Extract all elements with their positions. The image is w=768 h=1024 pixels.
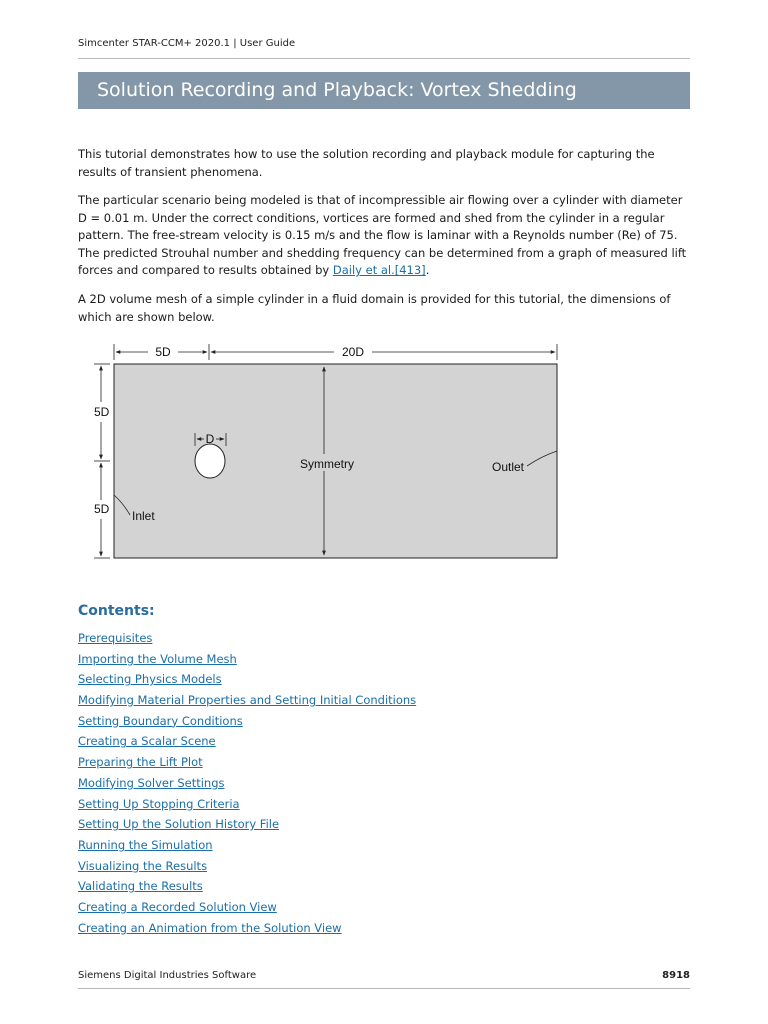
contents-list xyxy=(78,628,416,938)
toc-link-running-simulation[interactable]: Running the Simulation xyxy=(78,837,213,852)
toc-link-recorded-solution-view[interactable]: Creating a Recorded Solution View xyxy=(78,899,277,914)
cylinder xyxy=(195,444,225,478)
label-inlet: Inlet xyxy=(132,509,155,523)
header-rule xyxy=(78,58,690,59)
toc-link-validating-results[interactable]: Validating the Results xyxy=(78,879,203,894)
contents-heading: Contents: xyxy=(78,603,155,619)
footer-rule xyxy=(78,988,690,989)
toc-link-stopping-criteria[interactable]: Setting Up Stopping Criteria xyxy=(78,796,240,811)
list-item xyxy=(78,711,416,732)
list-item xyxy=(78,856,416,877)
toc-link-material-properties[interactable]: Modifying Material Properties and Setting Initial Conditions xyxy=(78,693,417,708)
domain-diagram xyxy=(90,338,570,568)
list-item xyxy=(78,814,416,835)
toc-link-scalar-scene[interactable]: Creating a Scalar Scene xyxy=(78,734,216,749)
toc-link-solver-settings[interactable]: Modifying Solver Settings xyxy=(78,775,225,790)
label-diameter: D xyxy=(205,432,215,446)
intro-paragraph-1 xyxy=(78,146,690,181)
label-downstream: 20D xyxy=(341,345,365,359)
intro-text-1: This tutorial demonstrates how to use the solution recording and playback module for capturing the results of transient phenomena. xyxy=(78,147,655,179)
footer-company: Siemens Digital Industries Software xyxy=(78,970,257,981)
intro-text-2: The particular scenario being modeled is that of incompressible air flowing over a cylinder with diameter D = 0.01 m. Under the correct conditions, vortices are formed and shed from the cylinder in a regular pattern. The free-stream velocity is 0.15 m/s and the flow is laminar with a Reynolds number (Re) of 75. The predicted Strouhal number and shedding frequency can be determined from a graph of measured lift forces and compared to results obtained by xyxy=(78,193,687,278)
toc-link-boundary-conditions[interactable]: Setting Boundary Conditions xyxy=(78,713,243,728)
list-item xyxy=(78,918,416,939)
toc-link-solution-history-file[interactable]: Setting Up the Solution History File xyxy=(78,817,280,832)
intro-paragraph-3 xyxy=(78,291,690,326)
citation-link[interactable]: Daily et al.[413] xyxy=(332,263,426,278)
intro-paragraph-2 xyxy=(78,192,690,280)
running-header: Simcenter STAR-CCM+ 2020.1 | User Guide xyxy=(78,38,296,49)
toc-link-selecting-physics-models[interactable]: Selecting Physics Models xyxy=(78,672,222,687)
label-lower: 5D xyxy=(94,502,110,516)
list-item xyxy=(78,773,416,794)
list-item xyxy=(78,649,416,670)
page-number: 8918 xyxy=(662,970,690,981)
list-item xyxy=(78,897,416,918)
label-upstream: 5D xyxy=(155,345,171,359)
toc-link-visualizing-results[interactable]: Visualizing the Results xyxy=(78,858,208,873)
list-item xyxy=(78,876,416,897)
list-item xyxy=(78,731,416,752)
list-item xyxy=(78,752,416,773)
toc-link-animation[interactable]: Creating an Animation from the Solution View xyxy=(78,920,342,935)
title-band xyxy=(78,72,690,109)
label-upper: 5D xyxy=(94,405,110,419)
list-item xyxy=(78,794,416,815)
intro-text-2-end: . xyxy=(425,263,430,278)
list-item xyxy=(78,690,416,711)
intro-text-3: A 2D volume mesh of a simple cylinder in a fluid domain is provided for this tutorial, the dimensions of which are shown below. xyxy=(78,292,671,324)
toc-link-prerequisites[interactable]: Prerequisites xyxy=(78,631,153,645)
toc-link-importing-volume-mesh[interactable]: Importing the Volume Mesh xyxy=(78,651,237,666)
toc-link-lift-plot[interactable]: Preparing the Lift Plot xyxy=(78,755,203,770)
label-symmetry: Symmetry xyxy=(300,457,354,471)
list-item xyxy=(78,628,416,649)
label-outlet: Outlet xyxy=(492,460,525,474)
list-item xyxy=(78,669,416,690)
list-item xyxy=(78,835,416,856)
page-title: Solution Recording and Playback: Vortex Shedding xyxy=(97,79,577,101)
